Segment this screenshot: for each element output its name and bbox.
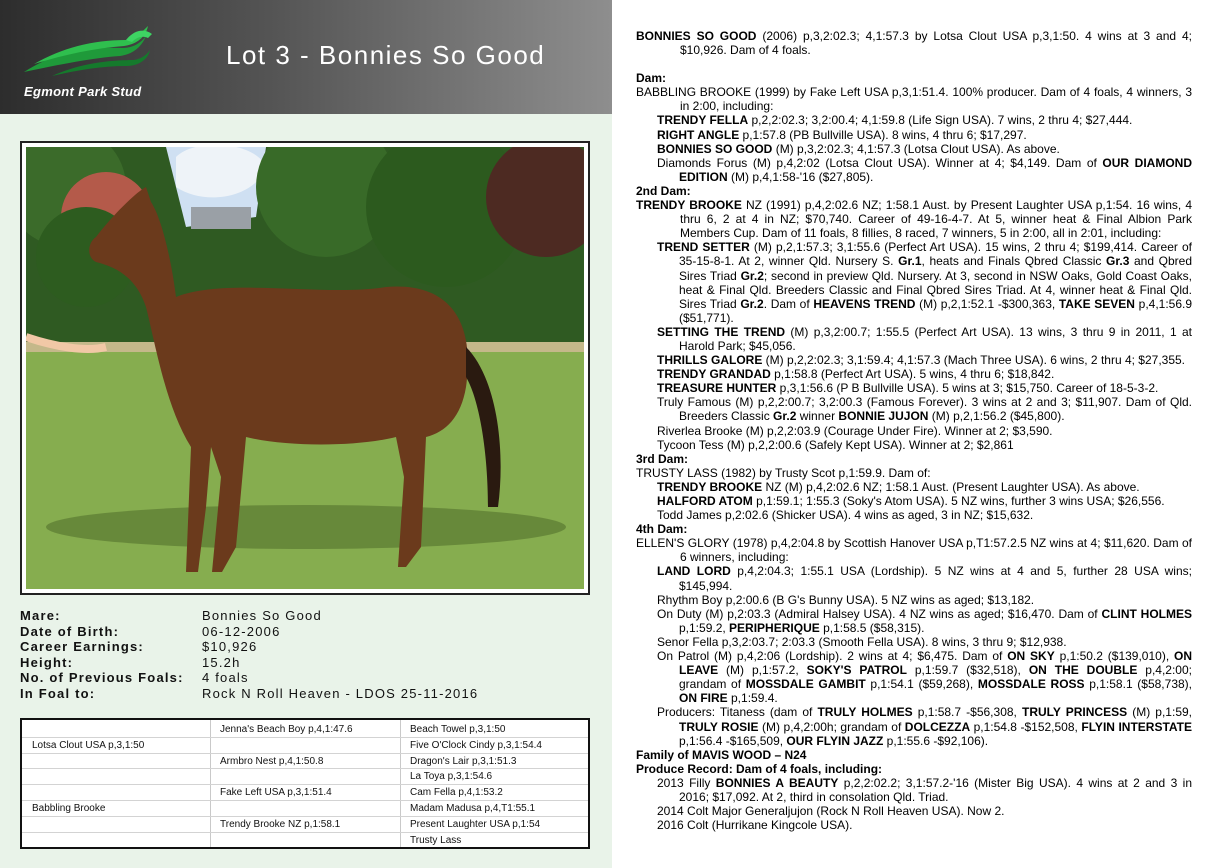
horse-name: BONNIES SO GOOD: [657, 141, 773, 156]
page-header: [0, 0, 612, 114]
third-dam-heading: 3rd Dam:: [636, 451, 689, 466]
pedigree-great-grandparent-cell: Beach Towel p,3,1:50: [410, 724, 506, 735]
text-run: p,1:50.2 ($139,010),: [1054, 649, 1174, 664]
horse-name: CLINT HOLMES: [1101, 606, 1193, 621]
details-label: Mare:: [20, 608, 61, 623]
text-run: (M) p,2,2:02.3; 3,1:59.4; 4,1:57.3 (Mach Three USA). 6 wins, 2 thru 4; $27,355.: [762, 353, 1186, 368]
pedigree-sire-cell: Babbling Brooke: [32, 803, 106, 814]
produce-entry: 2014 Colt Major Generaljujon (Rock N Roll Heaven USA). Now 2.: [657, 804, 1005, 819]
progeny-entry: [636, 142, 1192, 156]
text-run: p,3,1:56.6 (P B Bullville USA). 5 wins at 3; $15,750. Career of 18-5-3-2.: [776, 381, 1159, 396]
text-run: , heats and Finals Qbred Classic: [921, 254, 1107, 269]
horse-name: TRULY HOLMES: [817, 705, 913, 720]
details-value: 15.2h: [202, 654, 241, 670]
text-run: Diamonds Forus (M) p,4,2:02 (Lotsa Clout USA). Winner at 4; $4,149. Dam of: [657, 155, 1103, 170]
horse-photo: [26, 147, 584, 589]
details-value: Bonnies So Good: [202, 608, 322, 623]
left-panel: [0, 0, 612, 868]
table-row: [22, 801, 588, 817]
table-row: [22, 738, 588, 754]
pedigree-grandsire-cell: Trendy Brooke NZ p,1:58.1: [220, 818, 341, 830]
horse-name: HEAVENS TREND: [813, 296, 916, 311]
text-run: and Qbred Sires Triad: [679, 254, 1193, 283]
text-run: p,1:56.4 -$165,509,: [679, 733, 787, 748]
family-line: Family of MAVIS WOOD – N24: [636, 747, 807, 762]
mare-details: [20, 608, 600, 702]
text-run: p,2,2:02.2; 3,1:57.2-'16 (Mister Big USA). 4 wins at 2 and 3 in 2016; $17,092. At 2, third in consolation Qld. Triad.: [679, 775, 1192, 804]
text-run: ; second in preview Qld. Nursery. At 3, second in NSW Oaks, Gold Coast Oaks, heat & Final Qld. Breeders Classic and Final Qbred Sires Triad. At 4, winner heat & Final Qld. Sires Triad: [679, 268, 1192, 311]
text-run: p,1:59.7 ($32,518),: [906, 663, 1029, 678]
details-label: Date of Birth:: [20, 623, 120, 639]
progeny-entry: [636, 649, 1192, 705]
horse-name: SOKY'S PATROL: [806, 663, 907, 678]
horse-name: BONNIE JUJON: [838, 409, 929, 424]
progeny-entry: [636, 607, 1192, 635]
stud-brand-name: Egmont Park Stud: [24, 84, 142, 99]
horse-name: HALFORD ATOM: [657, 494, 753, 508]
details-row-foals: [20, 670, 600, 686]
spacer: [636, 57, 1192, 71]
horse-name: SETTING THE TREND: [657, 324, 786, 339]
details-label: In Foal to:: [20, 685, 96, 701]
details-label: Height:: [20, 654, 74, 670]
text-run: p,4,2:00; grandam of: [679, 663, 1192, 692]
pedigree-sire-cell: Lotsa Clout USA p,3,1:50: [32, 739, 145, 751]
grade-label: Gr.3: [1106, 254, 1130, 269]
horse-name: TAKE SEVEN: [1058, 296, 1135, 311]
pedigree-great-grandparent-cell: Dragon's Lair p,3,1:51.3: [410, 755, 517, 767]
pedigree-grandsire-cell: Jenna's Beach Boy p,4,1:47.6: [220, 724, 353, 735]
text-run: p,1:54.8 -$152,508,: [970, 719, 1082, 734]
dam-paragraph: BABBLING BROOKE (1999) by Fake Left USA p,3,1:51.4. 100% producer. Dam of 4 foals, 4 winners, 3 in 2:00, including:: [636, 85, 1192, 114]
horse-name: OUR FLYIN JAZZ: [786, 733, 884, 748]
horse-name: DOLCEZZA: [904, 719, 971, 734]
pedigree-grandsire-cell: Fake Left USA p,3,1:51.4: [220, 787, 332, 799]
horse-name: TREASURE HUNTER: [657, 381, 777, 396]
text-run: p,1:58.1 ($58,738),: [1084, 677, 1192, 692]
progeny-entry: [636, 128, 1192, 142]
grade-label: Gr.2: [740, 268, 764, 283]
progeny-entry: Senor Fella p,3,2:03.7; 2:03.3 (Smooth Fella USA). 8 wins, 3 thru 9; $12,938.: [657, 634, 1067, 649]
grade-label: Gr.2: [773, 409, 797, 424]
horse-name: TRULY ROSIE: [679, 719, 759, 734]
horse-name: BONNIES SO GOOD: [636, 29, 757, 43]
details-label: Career Earnings:: [20, 639, 144, 655]
progeny-entry: [636, 367, 1192, 381]
horse-name: LAND LORD: [657, 564, 731, 579]
text-run: (M) p,4,2:00h; grandam of: [758, 719, 905, 734]
text-run: On Duty (M) p,2:03.3 (Admiral Halsey USA). 4 NZ wins as aged; $16,470. Dam of: [657, 606, 1102, 621]
pedigree-table: [20, 718, 590, 849]
horse-name: TRULY PRINCESS: [1021, 705, 1128, 720]
progeny-entry: [636, 564, 1192, 592]
text-run: (M) p,2,1:56.2 ($45,800).: [928, 409, 1065, 424]
pedigree-great-grandparent-cell: Present Laughter USA p,1:54: [410, 818, 541, 830]
text-run: (M) p,2,1:52.1 -$300,363,: [915, 296, 1059, 311]
text-run: Producers: Titaness (dam of: [657, 705, 818, 720]
text-run: On Patrol (M) p,4,2:06 (Lordship). 2 wins at 4; $6,475. Dam of: [657, 649, 1008, 664]
horse-name: THRILLS GALORE: [657, 353, 763, 368]
text-run: (2006) p,3,2:02.3; 4,1:57.3 by Lotsa Clout USA p,3,1:50. 4 wins at 3 and 4; $10,926. Dam of 4 foals.: [680, 29, 1192, 58]
horse-photo-frame: [20, 141, 590, 595]
horse-name: BONNIES A BEAUTY: [715, 775, 839, 790]
progeny-entry: [636, 381, 1192, 395]
text-run: Truly Famous (M) p,2,2:00.7; 3,2:00.3 (Famous Forever). 3 wins at 2 and 3; $11,907. Dam of Qld. Breeders Classic: [657, 395, 1192, 424]
horse-name: ON THE DOUBLE: [1028, 663, 1138, 678]
horse-name: ON FIRE: [679, 691, 728, 706]
text-run: p,1:55.6 -$92,106).: [883, 733, 989, 748]
text-run: p,2,2:02.3; 3,2:00.4; 4,1:59.8 (Life Sign USA). 7 wins, 2 thru 4; $27,444.: [748, 113, 1133, 128]
progeny-entry: [636, 325, 1192, 353]
pedigree-details-text: [636, 29, 1192, 832]
details-value: $10,926: [202, 639, 258, 655]
dam-heading: Dam:: [636, 71, 667, 86]
details-row-dob: [20, 624, 600, 640]
progeny-entry: Todd James p,2:02.6 (Shicker USA). 4 wins as aged, 3 in NZ; $15,632.: [657, 508, 1034, 523]
table-row: [22, 769, 588, 785]
horse-name: PERIPHERIQUE: [729, 620, 820, 635]
progeny-entry: [636, 156, 1192, 184]
details-row-height: [20, 655, 600, 671]
details-row-in-foal: [20, 686, 600, 702]
text-run: (M) p,1:59,: [1127, 705, 1192, 720]
details-value: Rock N Roll Heaven - LDOS 25-11-2016: [202, 685, 479, 701]
progeny-entry: Riverlea Brooke (M) p,2,2:03.9 (Courage Under Fire). Winner at 2; $3,590.: [657, 423, 1053, 438]
pedigree-great-grandparent-cell: Trusty Lass: [410, 834, 462, 846]
pedigree-grandsire-cell: Armbro Nest p,4,1:50.8: [220, 755, 324, 767]
table-row: [22, 785, 588, 801]
third-dam-paragraph: TRUSTY LASS (1982) by Trusty Scot p,1:59.9. Dam of:: [636, 465, 931, 480]
fourth-dam-paragraph: ELLEN'S GLORY (1978) p,4,2:04.8 by Scottish Hanover USA p,T1:57.2.5 NZ wins at 4; $11,620. Dam of 6 winners, including:: [636, 536, 1192, 565]
text-run: winner: [796, 409, 839, 424]
text-run: (M) p,4,1:58-'16 ($27,805).: [727, 169, 874, 184]
horse-name: FLYIN INTERSTATE: [1081, 719, 1192, 734]
progeny-entry: [636, 494, 1192, 508]
produce-entry: [636, 776, 1192, 804]
text-run: p,1:59.2,: [679, 620, 730, 635]
text-run: p,1:54.1 ($59,268),: [865, 677, 978, 692]
horse-name: OUR DIAMOND EDITION: [679, 155, 1192, 184]
text-run: NZ (M) p,4,2:02.6 NZ; 1:58.1 Aust. (Present Laughter USA). As above.: [762, 479, 1140, 494]
horse-name: ON LEAVE: [679, 649, 1192, 678]
text-run: . Dam of: [763, 296, 814, 311]
text-run: (M) p,3,2:00.7; 1:55.5 (Perfect Art USA). 13 wins, 3 thru 9 in 2011, 1 at Harold Park; $45,056.: [679, 324, 1192, 353]
table-row: [22, 833, 588, 849]
table-row: [22, 754, 588, 770]
grade-label: Gr.2: [740, 296, 764, 311]
text-run: 2013 Filly: [657, 775, 716, 790]
text-run: p,1:59.4.: [727, 691, 778, 706]
table-row: [22, 817, 588, 833]
text-run: (M) p,1:57.2,: [718, 663, 807, 678]
pedigree-great-grandparent-cell: Five O'Clock Cindy p,3,1:54.4: [410, 739, 542, 751]
horse-name: ON SKY: [1007, 649, 1055, 664]
text-run: (M) p,2,1:57.3; 3,1:55.6 (Perfect Art USA). 15 wins, 2 thru 4; $199,414. Career of 35-15-8-1. At 2, winner Qld. Nursery S.: [679, 240, 1192, 269]
horse-name: TRENDY FELLA: [657, 113, 749, 128]
fourth-dam-heading: 4th Dam:: [636, 522, 688, 537]
stud-logo-horse-icon: [22, 24, 162, 86]
progeny-entry: [636, 353, 1192, 367]
details-row-mare: [20, 608, 600, 624]
second-dam-paragraph: [636, 198, 1192, 240]
progeny-entry: [636, 395, 1192, 423]
progeny-entry: [636, 240, 1192, 325]
horse-name: TREND SETTER: [657, 240, 750, 255]
text-run: (M) p,3,2:02.3; 4,1:57.3 (Lotsa Clout USA). As above.: [772, 141, 1060, 156]
produce-record-heading: Produce Record: Dam of 4 foals, including:: [636, 761, 883, 776]
horse-name: TRENDY GRANDAD: [657, 367, 771, 382]
text-run: p,4,1:56.9 ($51,771).: [679, 296, 1193, 325]
intro-paragraph: [636, 29, 1192, 57]
second-dam-heading: 2nd Dam:: [636, 183, 691, 198]
pedigree-great-grandparent-cell: La Toya p,3,1:54.6: [410, 771, 493, 783]
text-run: p,4,2:04.3; 1:55.1 USA (Lordship). 5 NZ wins at 4 and 5, further 28 USA wins; $145,994.: [679, 564, 1192, 593]
details-value: 4 foals: [202, 670, 249, 686]
details-value: 06-12-2006: [202, 623, 281, 639]
progeny-entry: Rhythm Boy p,2:00.6 (B G's Bunny USA). 5 NZ wins as aged; $13,182.: [657, 592, 1035, 607]
text-run: p,1:58.5 ($58,315).: [819, 620, 925, 635]
details-row-earnings: [20, 639, 600, 655]
progeny-entry: [636, 705, 1192, 747]
text-run: p,1:57.8 (PB Bullville USA). 8 wins, 4 thru 6; $17,297.: [739, 127, 1027, 142]
horse-name: MOSSDALE ROSS: [977, 677, 1085, 692]
horse-name: MOSSDALE GAMBIT: [745, 677, 866, 692]
lot-title: Lot 3 - Bonnies So Good: [226, 40, 546, 70]
horse-name: TRENDY BROOKE: [657, 479, 763, 494]
text-run: p,1:59.1; 1:55.3 (Soky's Atom USA). 5 NZ wins, further 3 wins USA; $26,556.: [752, 494, 1165, 508]
progeny-entry: [636, 113, 1192, 127]
progeny-entry: Tycoon Tess (M) p,2,2:00.6 (Safely Kept USA). Winner at 2; $2,861: [657, 437, 1014, 452]
horse-name: TRENDY BROOKE: [636, 198, 742, 213]
produce-entry: 2016 Colt (Hurrikane Kingcole USA).: [657, 818, 853, 833]
horse-name: RIGHT ANGLE: [657, 127, 740, 142]
text-run: NZ (1991) p,4,2:02.6 NZ; 1:58.1 Aust. by Present Laughter USA p,1:54. 16 wins, 4 thru 6, 2 at 4 in NZ; $70,740. Career of 49-16-4-7. At 5, winner heat & Final Albion Park Members Cup. Dam of 11 foals, 8 fillies, 8 raced, 7 winners, 5 in 2:00, all in 2:01, including:: [680, 198, 1193, 241]
details-label: No. of Previous Foals:: [20, 670, 184, 686]
progeny-entry: [636, 480, 1192, 494]
pedigree-great-grandparent-cell: Madam Madusa p,4,T1:55.1: [410, 803, 536, 814]
text-run: p,1:58.8 (Perfect Art USA). 5 wins, 4 thru 6; $18,842.: [770, 367, 1055, 382]
pedigree-great-grandparent-cell: Cam Fella p,4,1:53.2: [410, 787, 503, 799]
text-run: p,1:58.7 -$56,308,: [912, 705, 1022, 720]
grade-label: Gr.1: [898, 254, 922, 269]
table-row: [22, 722, 588, 738]
